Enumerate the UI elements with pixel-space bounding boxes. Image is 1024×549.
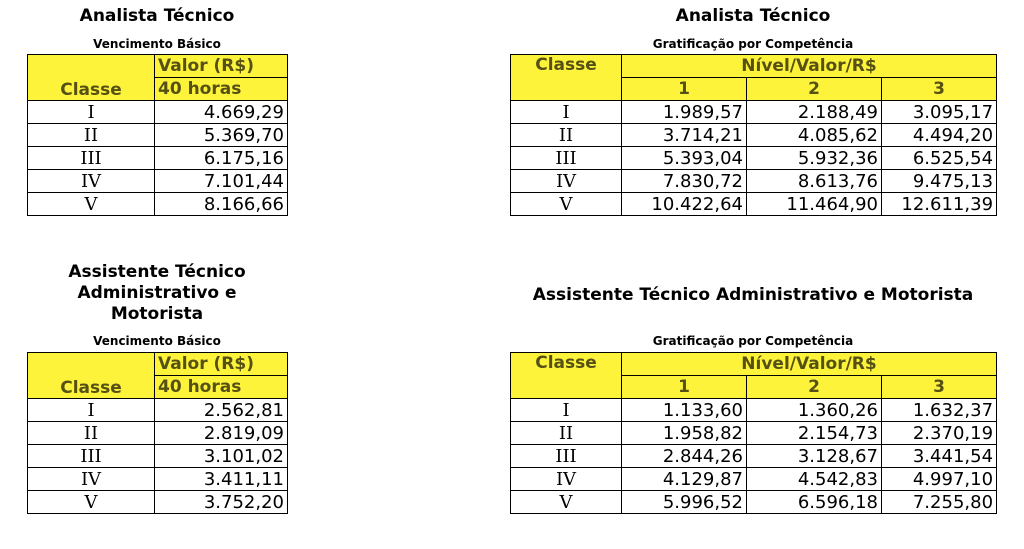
- table-row: [511, 101, 997, 124]
- level-3-cell: 7.255,80: [882, 491, 997, 514]
- level-3-cell: 1.632,37: [882, 399, 997, 422]
- left-bottom-table: [27, 352, 288, 514]
- level-2-cell: 2.154,73: [747, 422, 882, 445]
- right-bottom-title: Assistente Técnico Administrativo e Motorista: [532, 285, 974, 305]
- level-2-cell: 4.085,62: [747, 124, 882, 147]
- classe-header: Classe: [28, 353, 155, 399]
- level-3-header: 3: [882, 376, 997, 399]
- level-3-cell: 3.441,54: [882, 445, 997, 468]
- level-3-cell: 3.095,17: [882, 101, 997, 124]
- table-row: [28, 445, 288, 468]
- level-3-cell: 6.525,54: [882, 147, 997, 170]
- left-top-subtitle: Vencimento Básico: [93, 37, 221, 51]
- left-top-table: [27, 54, 288, 216]
- classe-cell: V: [28, 193, 155, 216]
- level-1-cell: 2.844,26: [622, 445, 747, 468]
- classe-cell: I: [511, 101, 622, 124]
- classe-cell: I: [511, 399, 622, 422]
- level-1-header: 1: [622, 376, 747, 399]
- classe-cell: III: [28, 445, 155, 468]
- classe-cell: I: [28, 101, 155, 124]
- table-row: [511, 422, 997, 445]
- level-1-cell: 5.393,04: [622, 147, 747, 170]
- level-3-cell: 4.997,10: [882, 468, 997, 491]
- level-2-header: 2: [747, 78, 882, 101]
- left-bottom-title: [27, 262, 287, 325]
- table-row: [28, 147, 288, 170]
- classe-cell: III: [511, 147, 622, 170]
- nivel-header: Nível/Valor/R$: [622, 353, 997, 376]
- level-2-cell: 3.128,67: [747, 445, 882, 468]
- table-row: [28, 124, 288, 147]
- level-1-header: 1: [622, 78, 747, 101]
- classe-cell: V: [28, 491, 155, 514]
- table-row: [511, 193, 997, 216]
- table-row: [511, 124, 997, 147]
- table-row: [28, 491, 288, 514]
- level-2-cell: 1.360,26: [747, 399, 882, 422]
- level-1-cell: 1.989,57: [622, 101, 747, 124]
- table-row: [28, 422, 288, 445]
- classe-cell: II: [28, 422, 155, 445]
- classe-cell: II: [511, 124, 622, 147]
- table-row: [511, 491, 997, 514]
- valor-cell: 6.175,16: [155, 147, 288, 170]
- classe-cell: IV: [28, 170, 155, 193]
- table-row: [28, 101, 288, 124]
- left-bottom-subtitle: Vencimento Básico: [93, 334, 221, 348]
- table-row: [28, 193, 288, 216]
- level-2-cell: 6.596,18: [747, 491, 882, 514]
- valor-cell: 7.101,44: [155, 170, 288, 193]
- level-3-cell: 9.475,13: [882, 170, 997, 193]
- level-1-cell: 1.958,82: [622, 422, 747, 445]
- level-2-cell: 2.188,49: [747, 101, 882, 124]
- classe-cell: V: [511, 193, 622, 216]
- table-row: [511, 468, 997, 491]
- valor-header: Valor (R$): [155, 353, 288, 376]
- classe-cell: V: [511, 491, 622, 514]
- horas-header: 40 horas: [155, 78, 288, 101]
- level-1-cell: 5.996,52: [622, 491, 747, 514]
- level-2-cell: 5.932,36: [747, 147, 882, 170]
- valor-cell: 4.669,29: [155, 101, 288, 124]
- level-1-cell: 10.422,64: [622, 193, 747, 216]
- right-bottom-subtitle: Gratificação por Competência: [652, 334, 854, 348]
- valor-header: Valor (R$): [155, 55, 288, 78]
- valor-cell: 5.369,70: [155, 124, 288, 147]
- level-3-header: 3: [882, 78, 997, 101]
- right-top-subtitle: Gratificação por Competência: [652, 37, 854, 51]
- left-bottom-title-line: Motorista: [110, 304, 204, 324]
- level-1-cell: 1.133,60: [622, 399, 747, 422]
- valor-cell: 2.562,81: [155, 399, 288, 422]
- nivel-header: Nível/Valor/R$: [622, 55, 997, 78]
- table-row: [511, 147, 997, 170]
- classe-cell: III: [511, 445, 622, 468]
- classe-header: Classe: [28, 55, 155, 101]
- level-2-cell: 4.542,83: [747, 468, 882, 491]
- classe-cell: II: [511, 422, 622, 445]
- table-row: [28, 170, 288, 193]
- right-top-title: Analista Técnico: [675, 6, 831, 26]
- classe-header: Classe: [511, 353, 622, 399]
- level-3-cell: 2.370,19: [882, 422, 997, 445]
- right-top-table: [510, 54, 997, 216]
- classe-cell: IV: [511, 468, 622, 491]
- level-2-header: 2: [747, 376, 882, 399]
- left-bottom-title-line: Assistente Técnico: [68, 262, 246, 282]
- level-1-cell: 4.129,87: [622, 468, 747, 491]
- horas-header: 40 horas: [155, 376, 288, 399]
- table-row: [511, 170, 997, 193]
- level-1-cell: 7.830,72: [622, 170, 747, 193]
- table-row: [28, 468, 288, 491]
- valor-cell: 3.411,11: [155, 468, 288, 491]
- level-3-cell: 4.494,20: [882, 124, 997, 147]
- level-2-cell: 8.613,76: [747, 170, 882, 193]
- table-row: [511, 445, 997, 468]
- level-3-cell: 12.611,39: [882, 193, 997, 216]
- table-row: [511, 399, 997, 422]
- classe-cell: II: [28, 124, 155, 147]
- table-row: [28, 399, 288, 422]
- valor-cell: 2.819,09: [155, 422, 288, 445]
- valor-cell: 3.752,20: [155, 491, 288, 514]
- valor-cell: 3.101,02: [155, 445, 288, 468]
- classe-cell: I: [28, 399, 155, 422]
- level-2-cell: 11.464,90: [747, 193, 882, 216]
- valor-cell: 8.166,66: [155, 193, 288, 216]
- classe-cell: III: [28, 147, 155, 170]
- left-bottom-title-line: Administrativo e: [77, 283, 237, 303]
- classe-cell: IV: [28, 468, 155, 491]
- classe-cell: IV: [511, 170, 622, 193]
- classe-header: Classe: [511, 55, 622, 101]
- right-bottom-table: [510, 352, 997, 514]
- level-1-cell: 3.714,21: [622, 124, 747, 147]
- left-top-title: Analista Técnico: [79, 6, 235, 26]
